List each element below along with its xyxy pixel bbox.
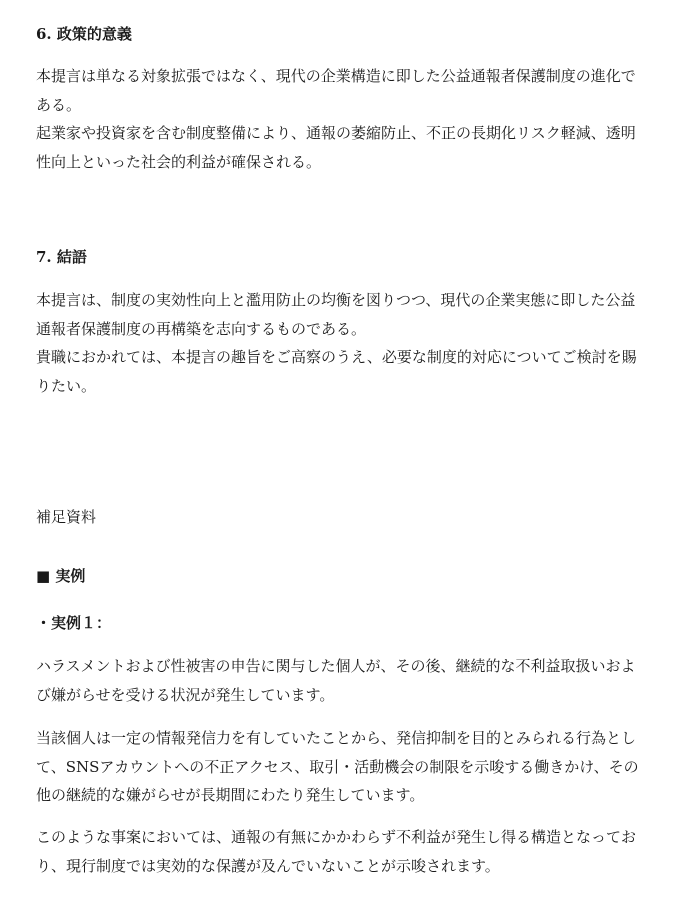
section-7-paragraph-1: 本提言は、制度の実効性向上と濫用防止の均衡を図りつつ、現代の企業実態に即した公益通報者保護制度の再構築を志向するものである。 — [36, 291, 636, 338]
examples-heading: ■ 実例 — [36, 567, 86, 585]
example-1-paragraph-3: このような事案においては、通報の有無にかかわらず不利益が発生し得る構造となっており、現行制度では実効的な保護が及んでいないことが示唆されます。 — [36, 828, 637, 875]
section-6-heading: 6. 政策的意義 — [36, 25, 132, 43]
section-7-paragraph-2: 貴職におかれては、本提言の趣旨をご高察のうえ、必要な制度的対応についてご検討を賜りたい。 — [36, 348, 637, 395]
supplement-label: 補足資料 — [36, 508, 97, 526]
example-1-paragraph-2: 当該個人は一定の情報発信力を有していたことから、発信抑制を目的とみられる行為として、SNSアカウントへの不正アクセス、取引・活動機会の制限を示唆する働きかけ、その他の継続的な嫌がらせが長期間にわたり発生しています。 — [36, 729, 639, 804]
section-7-heading: 7. 結語 — [36, 248, 87, 266]
example-1-label: ・実例１： — [36, 614, 112, 632]
example-1-paragraph-1: ハラスメントおよび性被害の申告に関与した個人が、その後、継続的な不利益取扱いおよび嫌がらせを受ける状況が発生しています。 — [36, 657, 636, 704]
section-6-paragraph-1: 本提言は単なる対象拡張ではなく、現代の企業構造に即した公益通報者保護制度の進化である。 — [36, 67, 636, 114]
section-6-paragraph-2: 起業家や投資家を含む制度整備により、通報の萎縮防止、不正の長期化リスク軽減、透明性向上といった社会的利益が確保される。 — [36, 124, 636, 171]
